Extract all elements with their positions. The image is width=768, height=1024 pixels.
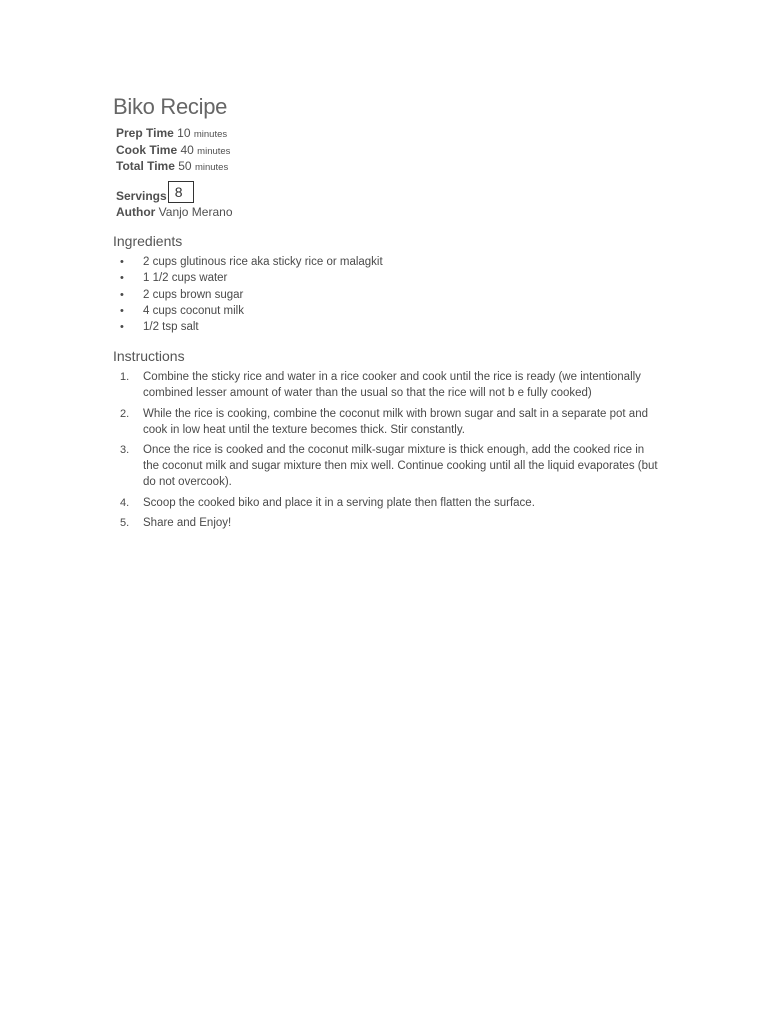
prep-time-unit: minutes — [193, 129, 228, 140]
ingredient-text: 1/2 tsp salt — [143, 321, 199, 334]
list-item — [113, 442, 658, 490]
step-number: 3. — [120, 444, 130, 457]
prep-time-label: Prep Time — [116, 126, 174, 140]
step-number: 4. — [120, 496, 130, 509]
step-text: Scoop the cooked biko and place it in a serving plate then flatten the surface. — [143, 496, 535, 509]
step-number: 1. — [120, 371, 130, 384]
recipe-document — [113, 92, 658, 536]
ingredients-heading: Ingredients — [113, 233, 183, 249]
ingredients-list — [113, 254, 658, 335]
step-number: 5. — [120, 517, 130, 530]
step-text: Combine the sticky rice and water in a rice cooker and cook until the rice is ready (we intentionally combined lesser amount of water than the usual so that the rice will not b e fully cooked) — [143, 371, 641, 400]
list-item — [113, 515, 658, 531]
total-time-label: Total Time — [116, 159, 175, 173]
list-item — [113, 369, 658, 401]
bullet-icon: • — [120, 256, 124, 268]
list-item — [113, 319, 658, 335]
total-time-row — [116, 159, 658, 176]
cook-time-row — [116, 143, 658, 160]
instructions-list — [113, 369, 658, 531]
servings-label: Servings — [116, 189, 167, 203]
servings-row — [116, 181, 658, 205]
list-item — [113, 495, 658, 511]
step-number: 2. — [120, 407, 130, 420]
list-item — [113, 303, 658, 319]
step-text: Once the rice is cooked and the coconut milk-sugar mixture is thick enough, add the cooked rice in the coconut milk and sugar mixture then mix well. Continue cooking until all the liquid evaporates (but do not overcook). — [143, 444, 658, 489]
bullet-icon: • — [120, 288, 124, 301]
cook-time-label: Cook Time — [116, 142, 178, 157]
ingredient-text: 2 cups brown sugar — [143, 288, 244, 301]
servings-input[interactable]: 8 — [168, 181, 194, 203]
author-name: Vanjo Merano — [158, 204, 233, 219]
recipe-title: Biko Recipe — [113, 94, 228, 119]
cook-time-value: 40 — [180, 142, 194, 157]
author-label: Author — [116, 204, 156, 219]
total-time-value: 50 — [178, 159, 192, 173]
step-text: Share and Enjoy! — [143, 517, 232, 530]
ingredient-text: 2 cups glutinous rice aka sticky rice or malagkit — [143, 256, 383, 268]
prep-time-value: 10 — [177, 126, 191, 140]
prep-time-row — [116, 126, 658, 143]
bullet-icon: • — [120, 321, 124, 334]
author-row — [116, 205, 658, 221]
cook-time-unit: minutes — [197, 145, 231, 157]
list-item — [113, 406, 658, 438]
list-item — [113, 270, 658, 286]
instructions-heading: Instructions — [113, 348, 185, 365]
list-item — [113, 287, 658, 303]
list-item — [113, 254, 658, 270]
total-time-unit: minutes — [194, 162, 229, 173]
ingredient-text: 4 cups coconut milk — [143, 304, 244, 317]
ingredient-text: 1 1/2 cups water — [143, 272, 228, 285]
bullet-icon: • — [120, 272, 124, 285]
bullet-icon: • — [120, 304, 124, 317]
step-text: While the rice is cooking, combine the coconut milk with brown sugar and salt in a separate pot and cook in low heat until the texture becomes thick. Stir constantly. — [143, 407, 648, 436]
